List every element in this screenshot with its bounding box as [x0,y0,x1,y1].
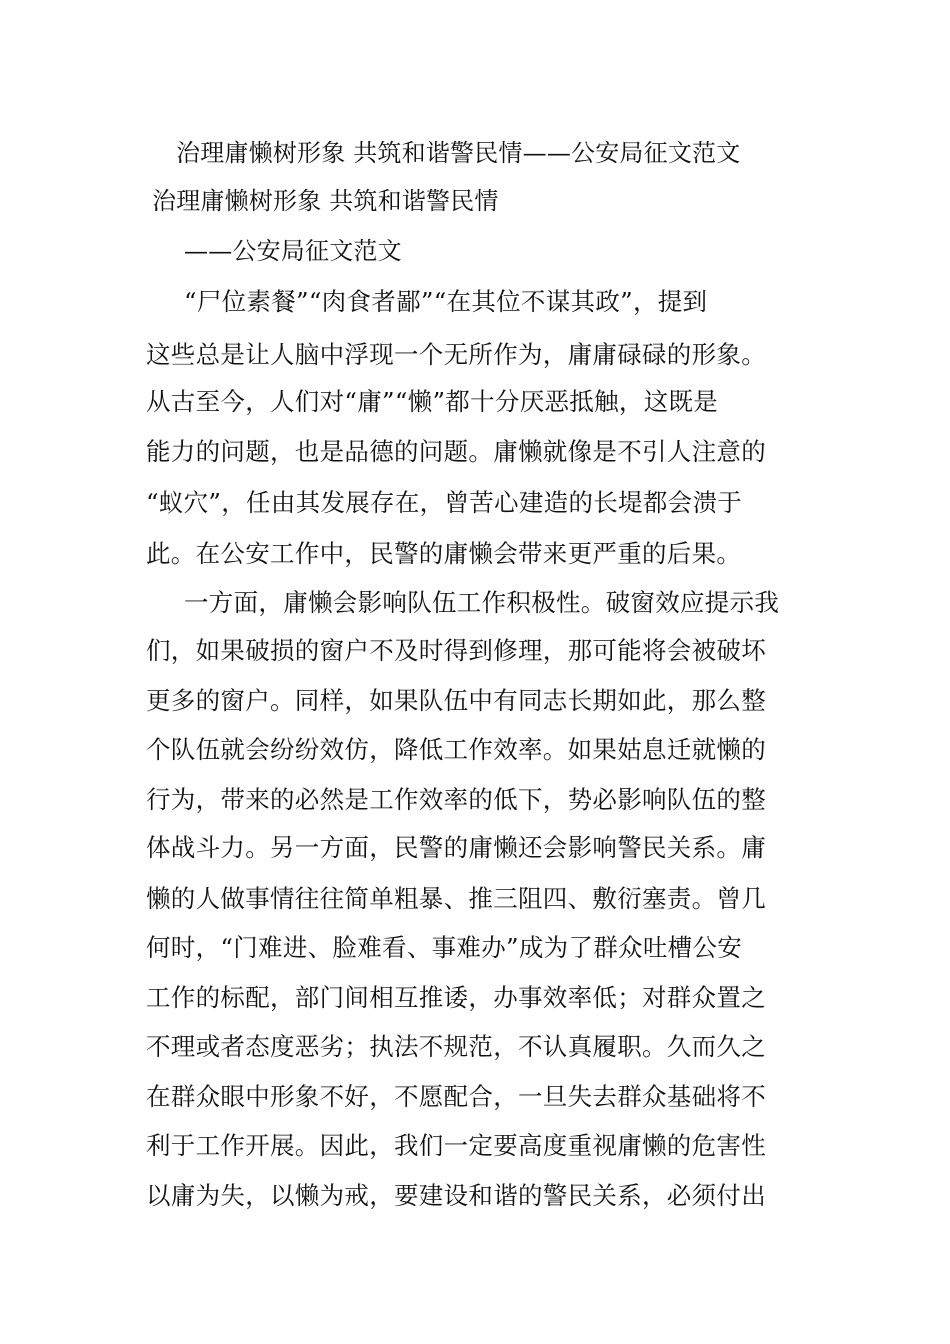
paragraph-line: 行为，带来的必然是工作效率的低下，势必影响队伍的整 [146,785,766,814]
paragraph-line: 工作的标配，部门间相互推诿，办事效率低；对群众置之 [146,983,766,1012]
paragraph-line: 以庸为失，以懒为戒，要建设和谐的警民关系，必须付出 [146,1181,766,1210]
paragraph-line: 这些总是让人脑中浮现一个无所作为，庸庸碌碌的形象。 [146,340,766,369]
paragraph-line: 个队伍就会纷纷效仿，降低工作效率。如果姑息迁就懒的 [146,735,766,764]
paragraph-line: 体战斗力。另一方面，民警的庸懒还会影响警民关系。庸 [146,833,766,862]
paragraph-line: 何时，“门难进、脸难看、事难办”成为了群众吐槽公安 [146,933,743,962]
paragraph-line: 懒的人做事情往往简单粗暴、推三阻四、敷衍塞责。曾几 [146,884,766,913]
document-title: 治理庸懒树形象 共筑和谐警民情 [152,187,499,215]
document-heading: 治理庸懒树形象 共筑和谐警民情——公安局征文范文 [176,139,741,167]
paragraph-line: 一方面，庸懒会影响队伍工作积极性。破窗效应提示我 [184,588,780,617]
paragraph-line: 更多的窗户。同样，如果队伍中有同志长期如此，那么整 [146,686,766,715]
paragraph-line: 不理或者态度恶劣；执法不规范，不认真履职。久而久之 [146,1032,766,1061]
paragraph-line: 能力的问题，也是品德的问题。庸懒就像是不引人注意的 [146,437,766,466]
paragraph-line: “蚁穴”，任由其发展存在，曾苦心建造的长堤都会溃于 [146,488,743,517]
paragraph-line: 们，如果破损的窗户不及时得到修理，那可能将会被破坏 [146,636,766,665]
paragraph-line: “尸位素餐”“肉食者鄙”“在其位不谋其政”，提到 [184,287,708,316]
paragraph-line: 在群众眼中形象不好，不愿配合，一旦失去群众基础将不 [146,1082,766,1111]
paragraph-line: 从古至今，人们对“庸”“懒”都十分厌恶抵触，这既是 [146,387,719,416]
paragraph-line: 此。在公安工作中，民警的庸懒会带来更严重的后果。 [146,539,742,568]
document-subtitle: ——公安局征文范文 [184,237,402,265]
paragraph-line: 利于工作开展。因此，我们一定要高度重视庸懒的危害性 [146,1131,766,1160]
